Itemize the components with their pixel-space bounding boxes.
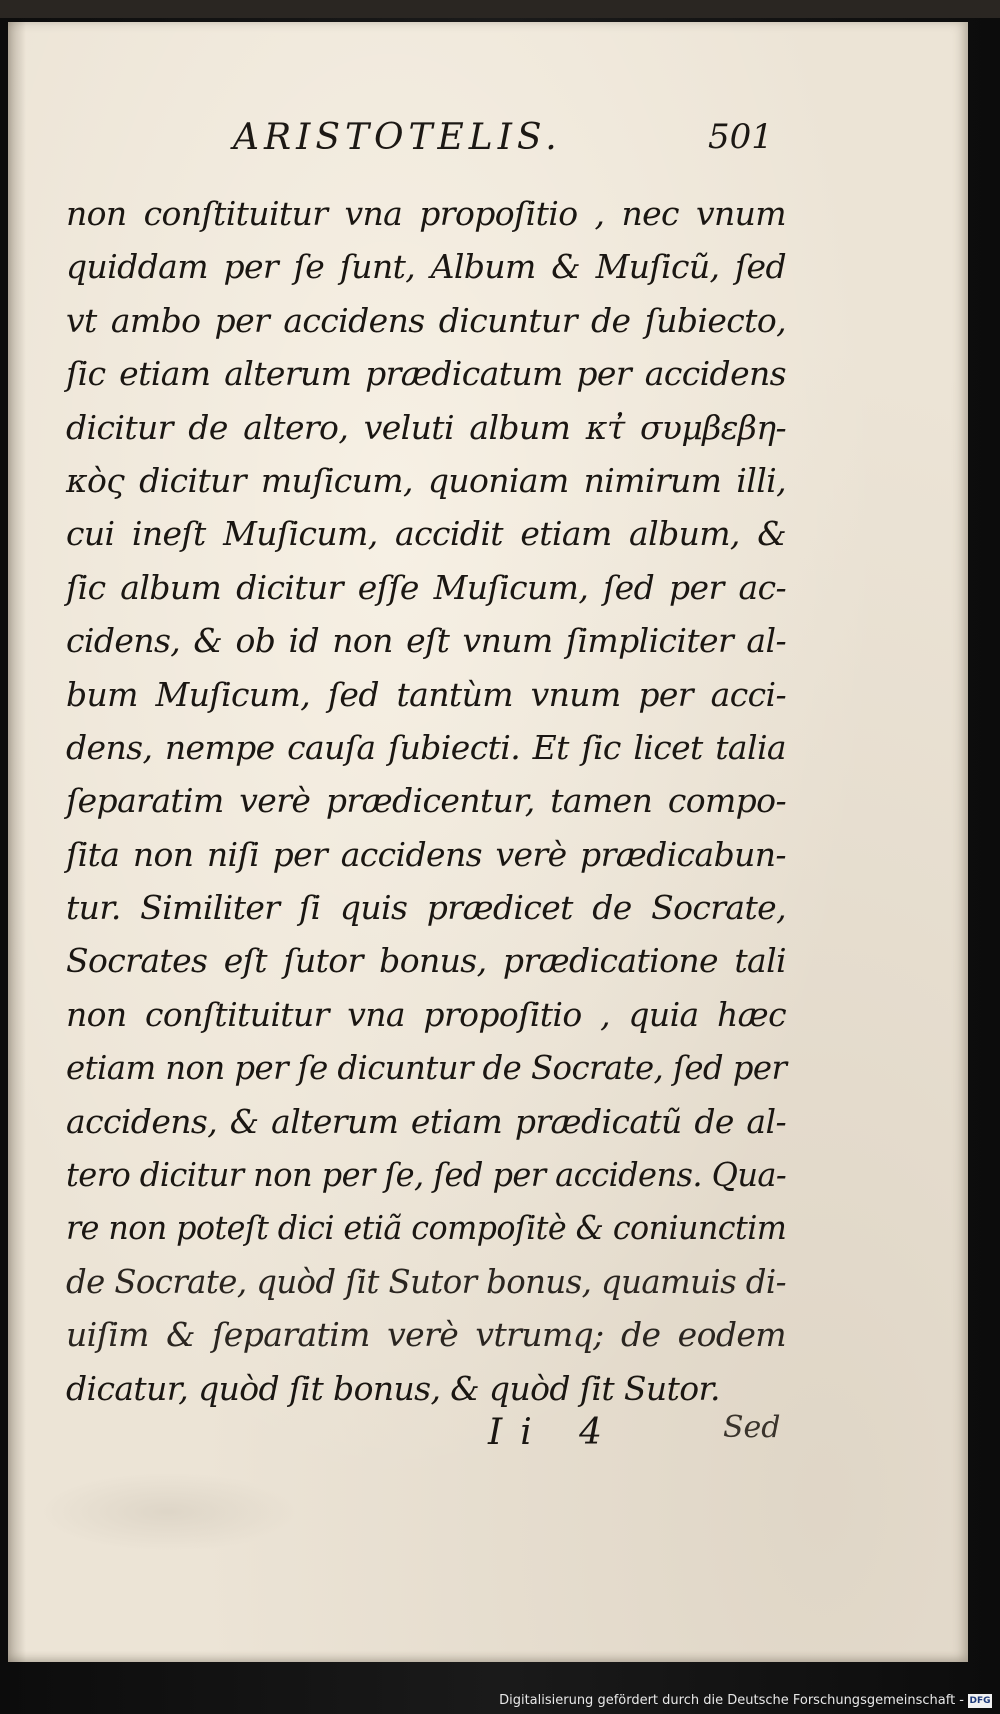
running-head <box>198 117 798 177</box>
credit-text: Digitalisierung gefördert durch die Deutsche Forschungsgemeinschaft - <box>499 1693 964 1708</box>
catchword: Sed <box>723 1410 781 1445</box>
text-line: re non poteſt dici etiã compoſitè & coniunctim <box>66 1208 787 1248</box>
signature-mark: Ii 4 <box>488 1412 621 1453</box>
page-footer <box>468 1412 798 1462</box>
text-line: cidens, & ob id non eſt vnum ſimpliciter al- <box>66 621 786 661</box>
text-line: ſeparatim verè prædicentur, tamen compo- <box>66 781 786 821</box>
digitization-credit-bar <box>0 1690 1000 1714</box>
page-gutter-shadow <box>8 22 26 1662</box>
page-number: 501 <box>708 117 773 157</box>
text-line: dicitur de altero, veluti album κτ̓ συμβεβη- <box>66 407 786 447</box>
scan-top-edge <box>0 0 1000 18</box>
running-head-title: ARISTOTELIS. <box>233 117 562 158</box>
text-line: cui ineſt Muſicum, accidit etiam album, & <box>66 514 786 554</box>
text-line: etiam non per ſe dicuntur de Socrate, ſed per <box>66 1048 787 1088</box>
text-line: accidens, & alterum etiam prædicatũ de al- <box>66 1101 786 1141</box>
text-line: ſic etiam alterum prædicatum per accidens <box>66 354 786 394</box>
text-line: ſita non niſi per accidens verè prædicabun- <box>66 834 786 874</box>
text-line: κὸς dicitur muſicum, quoniam nimirum illi, <box>66 460 786 500</box>
text-line: de Socrate, quòd ſit Sutor bonus, quamuis di- <box>66 1261 787 1301</box>
text-line: tur. Similiter ſi quis prædicet de Socrate, <box>66 888 786 928</box>
text-line: tero dicitur non per ſe, ſed per accidens. Qua- <box>66 1155 787 1195</box>
text-line: quiddam per ſe ſunt, Album & Muſicũ, ſed <box>66 247 786 287</box>
text-line: non conſtituitur vna propoſitio , quia hæc <box>66 994 786 1034</box>
text-line: bum Muſicum, ſed tantùm vnum per acci- <box>66 674 786 714</box>
book-page <box>8 22 968 1662</box>
text-line: uiſim & ſeparatim verè vtrumq; de eodem <box>66 1315 786 1355</box>
body-text <box>66 187 786 1415</box>
dfg-logo-icon: DFG <box>969 1696 991 1706</box>
ink-bleed-through <box>38 1472 298 1552</box>
text-line: dicatur, quòd ſit bonus, & quòd ſit Sutor. <box>66 1368 720 1408</box>
text-line: non conſtituitur vna propoſitio , nec vnum <box>66 194 786 233</box>
text-line: Socrates eſt ſutor bonus, prædicatione tali <box>66 941 786 981</box>
text-line: dens, nempe cauſa ſubiecti. Et ſic licet talia <box>66 727 786 767</box>
text-line: vt ambo per accidens dicuntur de ſubiecto, <box>66 300 786 340</box>
text-line: ſic album dicitur eſſe Muſicum, ſed per ac- <box>66 567 786 607</box>
